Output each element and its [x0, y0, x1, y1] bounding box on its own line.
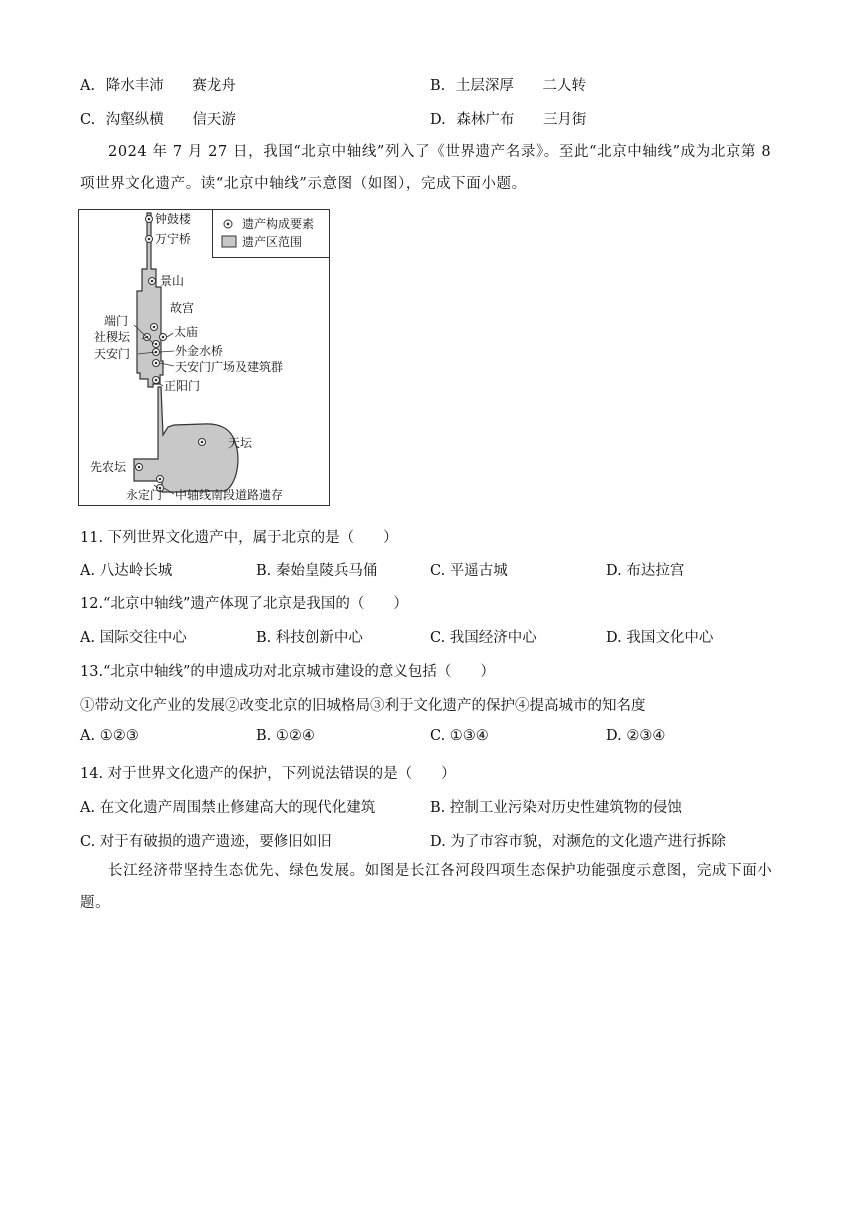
option-text2: 赛龙舟 — [192, 78, 236, 94]
option-label: B. — [430, 78, 446, 94]
q11-option-c: C. 平遥古城 — [430, 563, 508, 579]
intro-paragraph-2: 长江经济带坚持生态优先、绿色发展。如图是长江各河段四项生态保护功能强度示意图，完成下面小题。 — [80, 863, 773, 911]
site-label: 钟鼓楼 — [155, 212, 192, 226]
q11-option-d: D. 布达拉宫 — [606, 563, 685, 579]
intro-paragraph: 2024 年 7 月 27 日，我国“北京中轴线”列入了《世界遗产名录》。至此“北京中轴线”成为北京第 8 项世界文化遗产。读“北京中轴线”示意图（如图），完成下面小题。 — [80, 144, 772, 192]
option-text2: 信天游 — [192, 112, 236, 128]
legend-site-label: 遗产构成要素 — [242, 217, 315, 231]
site-label: 社稷坛 — [94, 330, 131, 344]
beijing-axis-map — [78, 209, 330, 506]
option-b — [430, 74, 586, 95]
option-text: 森林广布 — [456, 112, 515, 128]
q12-option-d: D. 我国文化中心 — [606, 630, 714, 646]
site-label: 天安门 — [94, 347, 131, 361]
q13-option-b: B. ①②④ — [256, 728, 315, 744]
q12-option-c: C. 我国经济中心 — [430, 630, 537, 646]
option-text2: 三月街 — [542, 112, 587, 128]
q11-option-b: B. 秦始皇陵兵马俑 — [256, 563, 378, 579]
option-label: A. — [80, 78, 96, 94]
option-label: C. — [80, 112, 96, 128]
site-label: 正阳门 — [164, 379, 201, 393]
option-text: 降水丰沛 — [105, 78, 164, 94]
question-12-stem: 12.“北京中轴线”遗产体现了北京是我国的（ ） — [80, 596, 408, 612]
option-text: 土层深厚 — [455, 78, 514, 94]
option-text: 沟壑纵横 — [105, 112, 164, 128]
site-label: 外金水桥 — [175, 344, 224, 358]
option-a — [80, 74, 236, 95]
question-13-statements: ①带动文化产业的发展②改变北京的旧城格局③利于文化遗产的保护④提高城市的知名度 — [80, 698, 646, 714]
q13-option-c: C. ①③④ — [430, 728, 489, 744]
site-label: 景山 — [160, 274, 185, 288]
site-label: 故宫 — [170, 301, 195, 315]
site-label: 天坛 — [228, 436, 253, 450]
option-c — [80, 108, 236, 129]
legend-area-label: 遗产区范围 — [242, 235, 303, 249]
q11-option-a: A. 八达岭长城 — [80, 563, 173, 579]
q14-option-d: D. 为了市容市貌，对濒危的文化遗产进行拆除 — [430, 834, 726, 850]
site-label: 端门 — [104, 314, 129, 328]
q14-option-c: C. 对于有破损的遗产遗迹，要修旧如旧 — [80, 834, 332, 850]
site-label: 中轴线南段道路遗存 — [175, 488, 284, 502]
question-13-stem: 13.“北京中轴线”的申遗成功对北京城市建设的意义包括（ ） — [80, 664, 495, 680]
q12-option-a: A. 国际交往中心 — [80, 630, 187, 646]
question-11-stem: 11. 下列世界文化遗产中，属于北京的是（ ） — [80, 530, 398, 546]
q14-option-a: A. 在文化遗产周围禁止修建高大的现代化建筑 — [80, 800, 376, 816]
q13-option-a: A. ①②③ — [80, 728, 139, 744]
q13-option-d: D. ②③④ — [606, 728, 666, 744]
question-14-stem: 14. 对于世界文化遗产的保护，下列说法错误的是（ ） — [80, 766, 456, 782]
option-d — [430, 108, 586, 129]
site-label: 万宁桥 — [155, 232, 192, 246]
legend-area-icon — [222, 236, 236, 247]
site-label: 永定门 — [126, 488, 163, 502]
site-label: 太庙 — [174, 325, 199, 339]
option-text2: 二人转 — [542, 78, 586, 94]
option-label: D. — [430, 112, 446, 128]
q12-option-b: B. 科技创新中心 — [256, 630, 363, 646]
q14-option-b: B. 控制工业污染对历史性建筑物的侵蚀 — [430, 800, 682, 816]
site-label: 天安门广场及建筑群 — [175, 360, 284, 374]
site-label: 先农坛 — [90, 460, 127, 474]
